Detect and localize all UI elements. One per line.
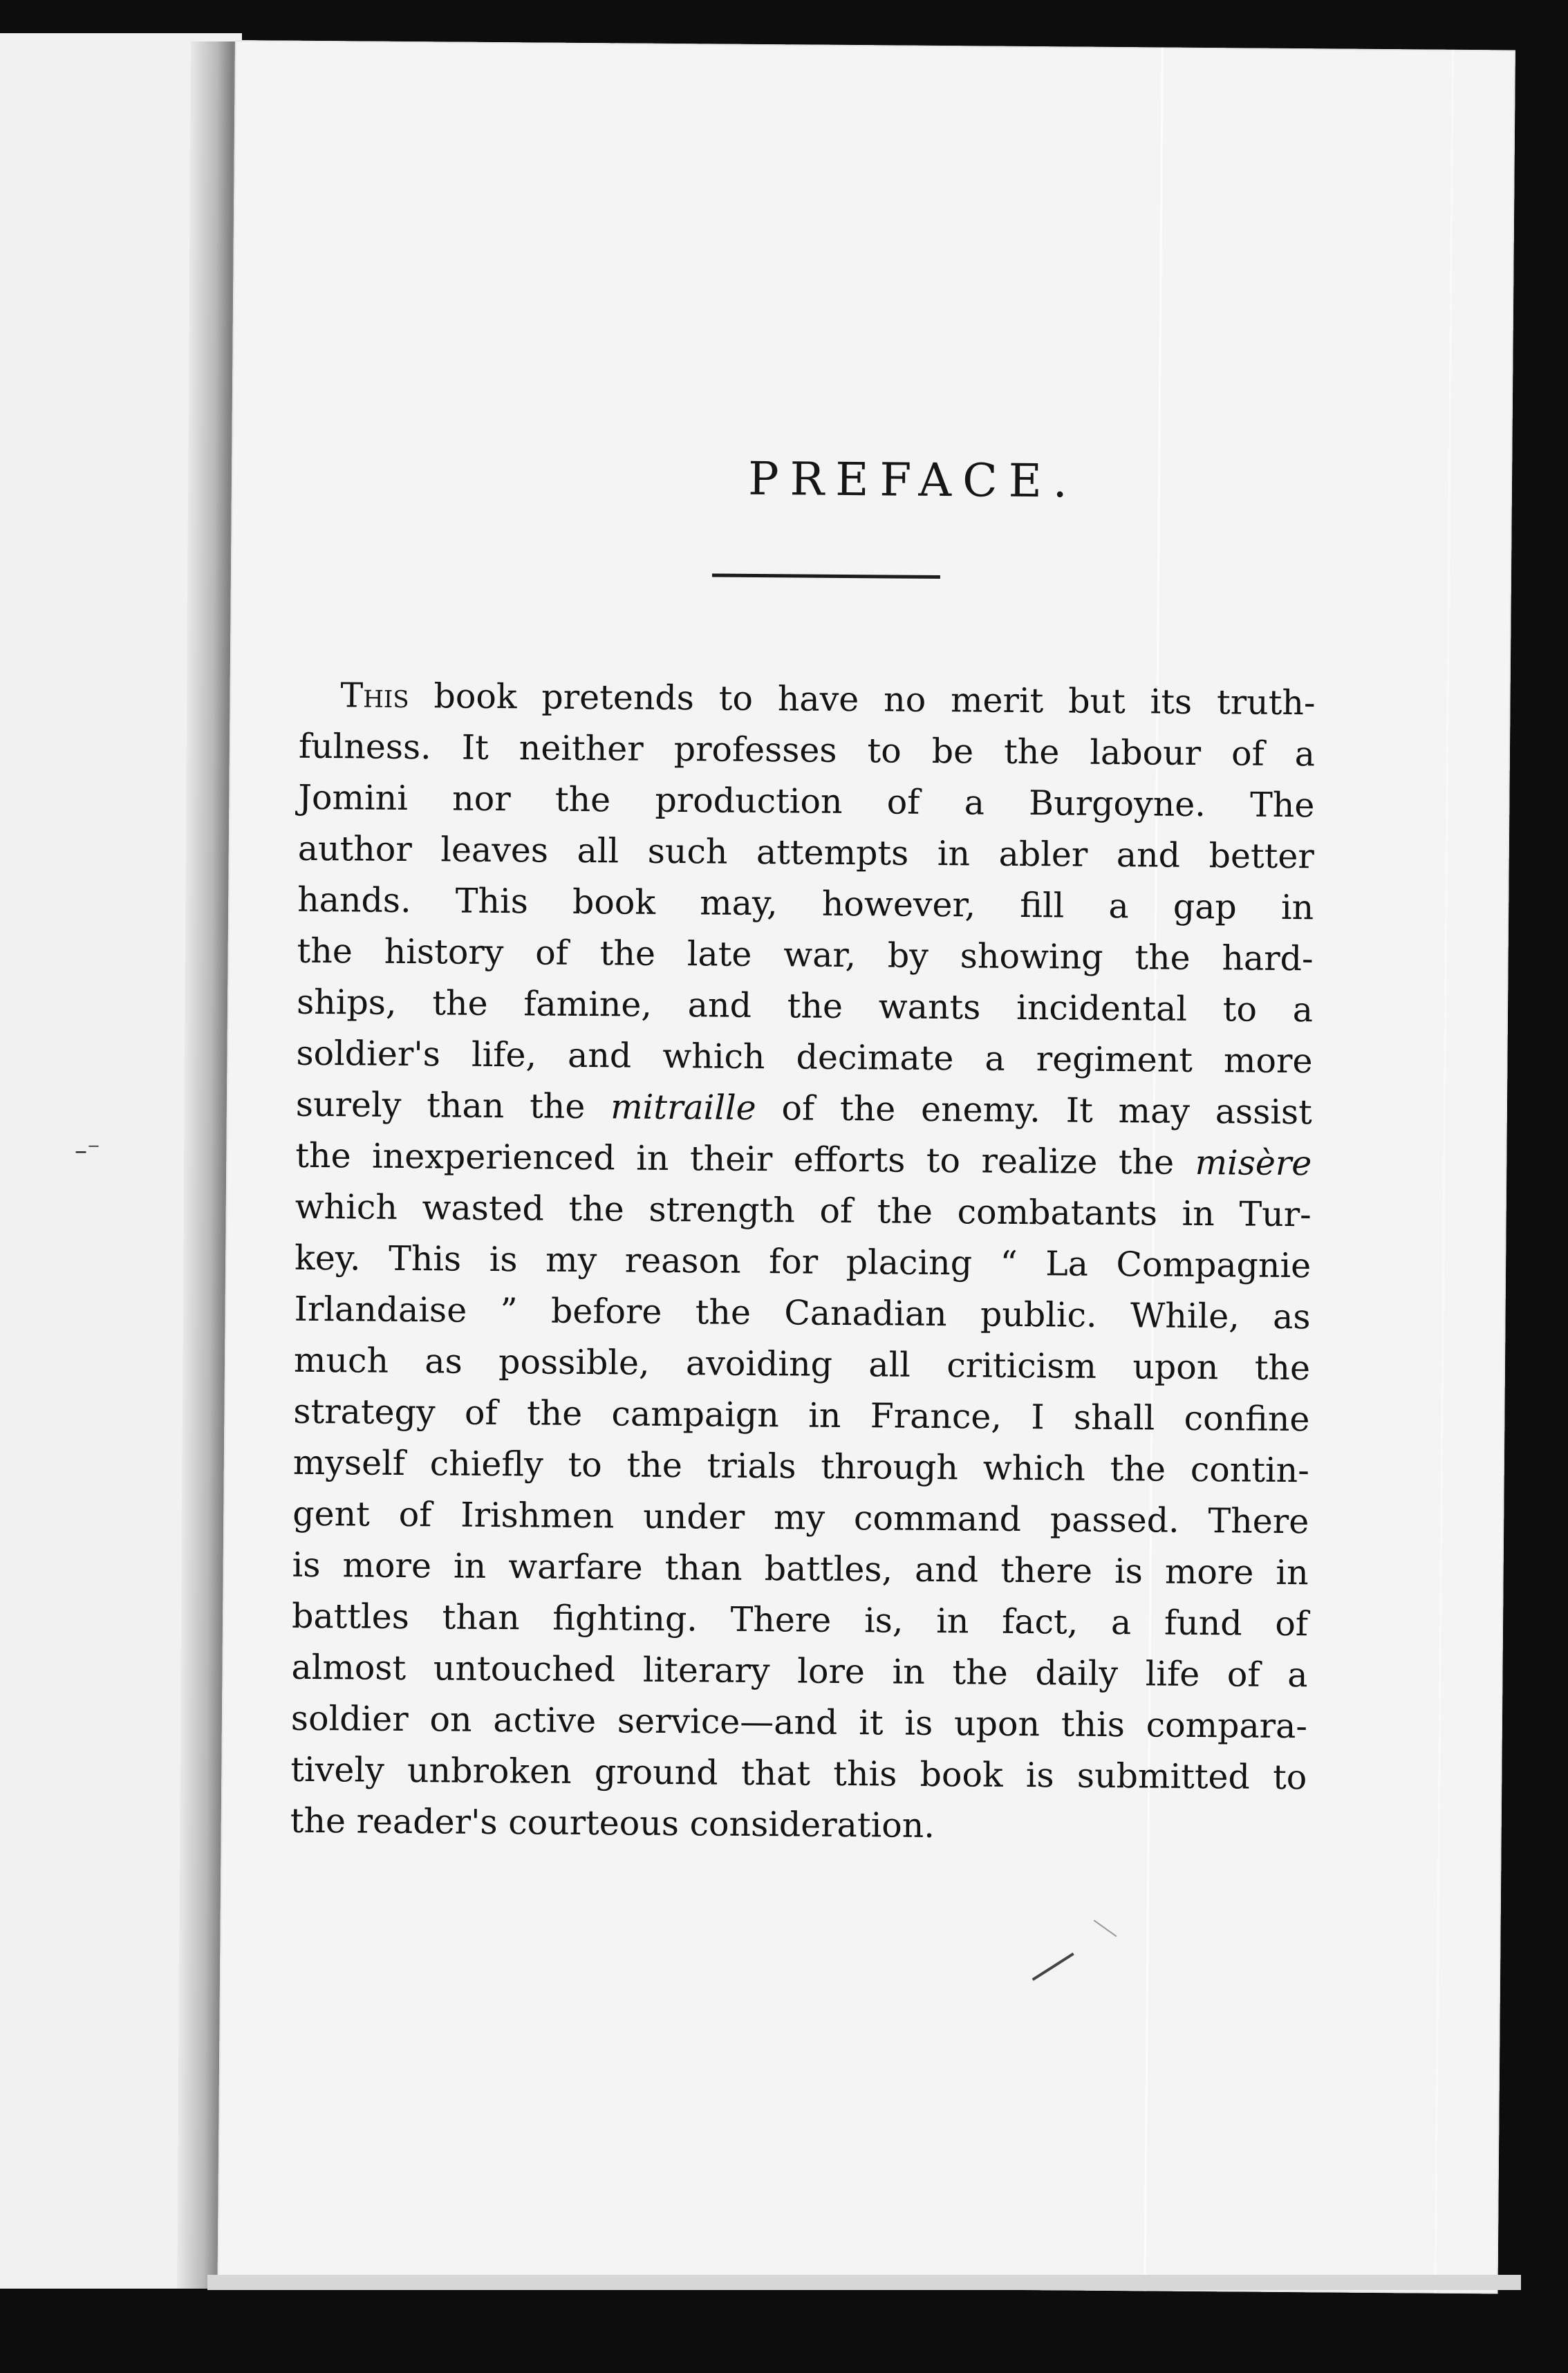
pen-stroke-mark	[1094, 1920, 1117, 1937]
text-line: author leaves all such attempts in abler and better	[297, 828, 1314, 877]
title-rule	[712, 573, 940, 579]
text-line: soldier on active service—and it is upon this compara-	[290, 1698, 1308, 1747]
text-line: which wasted the strength of the combatants in Tur-	[295, 1186, 1312, 1235]
paper-crease	[1434, 50, 1453, 2293]
drop-word: This	[340, 676, 409, 716]
text-line: fulness. It neither professes to be the labour of a	[298, 726, 1316, 774]
text-line: myself chiefly to the trials through which the contin-	[292, 1442, 1310, 1491]
text-line: ships, the famine, and the wants incidental to a	[296, 982, 1314, 1030]
text-line: key. This is my reason for placing “ La Compagnie	[294, 1238, 1312, 1286]
italic-word: misère	[1195, 1142, 1312, 1184]
text-line: hands. This book may, however, fill a gap in	[297, 880, 1314, 928]
text-line: Irlandaise ” before the Canadian public. While, as	[294, 1289, 1311, 1337]
text-line: the inexperienced in their efforts to realize the misère	[295, 1135, 1312, 1184]
pen-stroke-mark	[1032, 1953, 1074, 1981]
margin-mark: –⁻	[75, 1137, 101, 1165]
text-line: the history of the late war, by showing the hard-	[297, 931, 1314, 979]
text-line: gent of Irishmen under my command passed. There	[292, 1493, 1309, 1542]
page-bottom-edge	[207, 2275, 1521, 2290]
text-line: surely than the mitraille of the enemy. It may assist	[295, 1084, 1313, 1133]
text-line: Jomini nor the production of a Burgoyne. The	[298, 777, 1315, 826]
italic-word: mitraille	[610, 1087, 756, 1128]
text-line: almost untouched literary lore in the daily life of a	[291, 1647, 1308, 1695]
preface-text	[290, 670, 1315, 1854]
text-line: the reader's courteous consideration.	[290, 1800, 935, 1846]
text-line: tively unbroken ground that this book is submitted to	[290, 1749, 1307, 1798]
book-page	[218, 40, 1515, 2293]
text-line: is more in warfare than battles, and there is more in	[292, 1545, 1309, 1593]
text-line: strategy of the campaign in France, I shall confine	[293, 1391, 1310, 1440]
page-title: PREFACE.	[747, 452, 1079, 508]
text-line: battles than fighting. There is, in fact, a fund of	[291, 1596, 1309, 1644]
text-line: This book pretends to have no merit but its truth-	[340, 676, 1316, 723]
text-line: soldier's life, and which decimate a regiment more	[296, 1033, 1313, 1081]
text-line: much as possible, avoiding all criticism upon the	[293, 1340, 1311, 1388]
